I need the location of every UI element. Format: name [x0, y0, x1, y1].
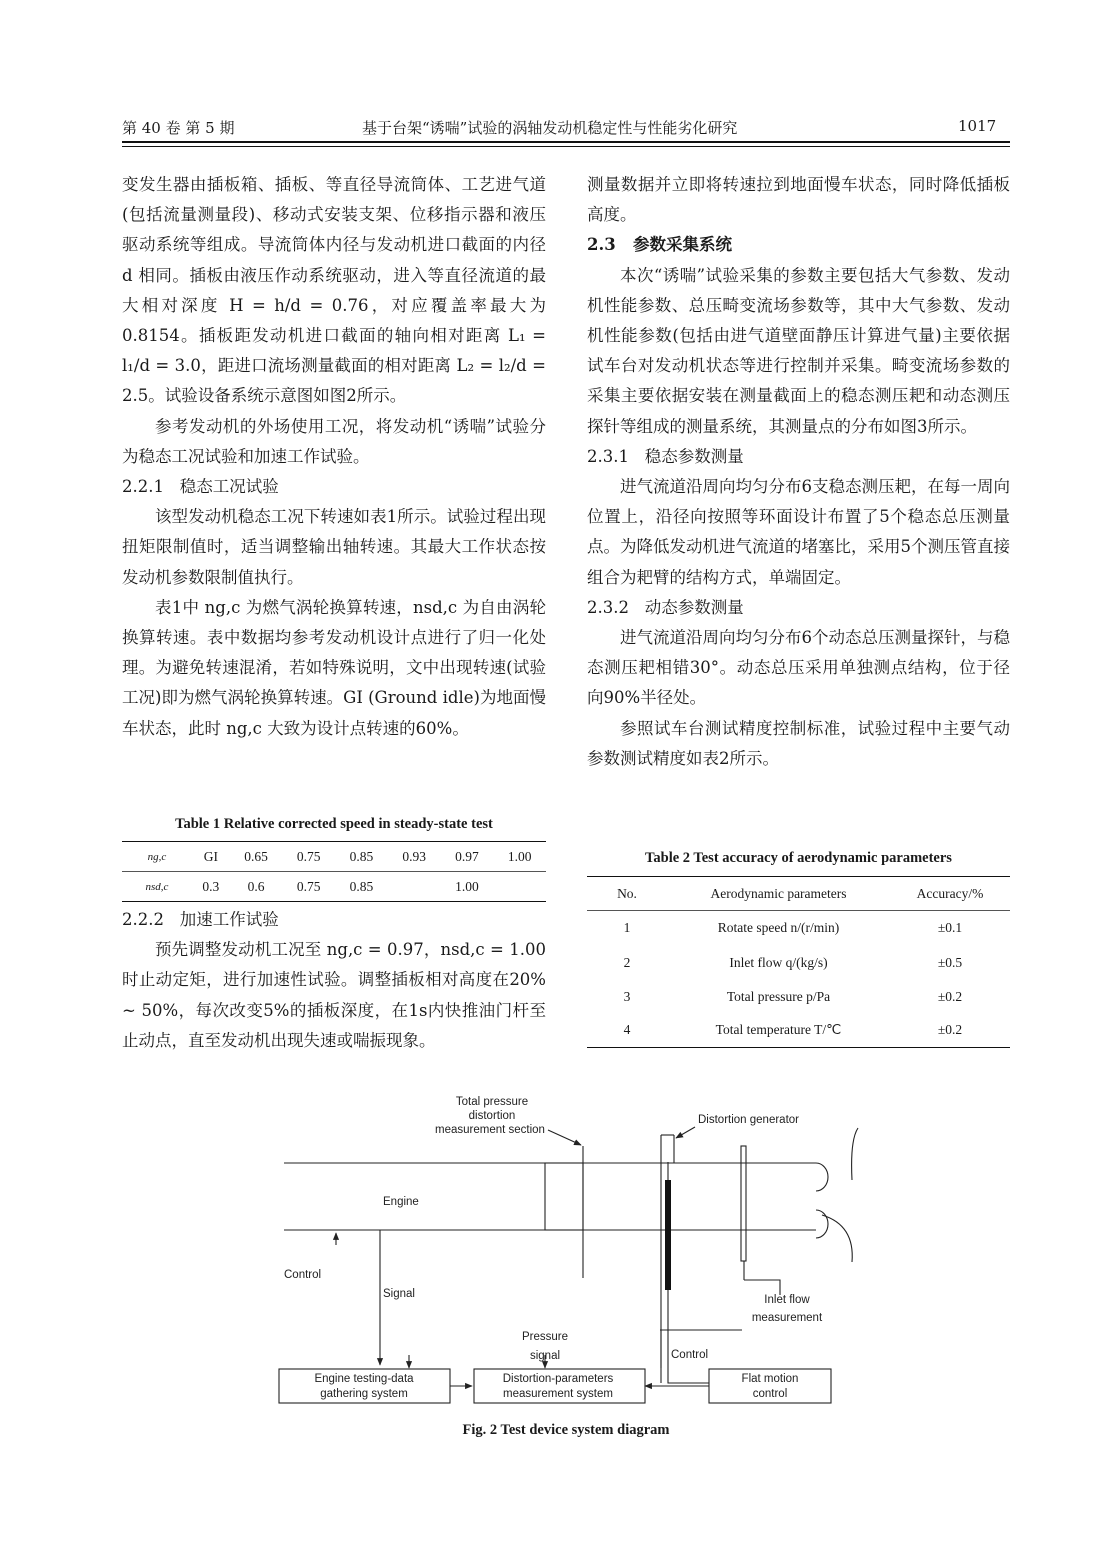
paragraph: 参照试车台测试精度控制标准，试验过程中主要气动参数测试精度如表2所示。 [587, 718, 1010, 768]
box2-label-line1: Distortion-parameters [502, 1373, 614, 1385]
table-row: 2 Inlet flow q/(kg/s) ±0.5 [623, 954, 963, 970]
label-inlet-flow: Inlet flow [764, 1294, 810, 1306]
label-signal: Signal [383, 1288, 415, 1300]
cell: 0.85 [349, 878, 374, 894]
row-label: nsd,c [145, 880, 169, 893]
label-engine: Engine [383, 1196, 419, 1208]
label-distortion-generator: Distortion generator [698, 1114, 799, 1126]
bellmouth-lower [816, 1210, 828, 1238]
bellmouth-upper [816, 1163, 828, 1191]
section-heading-2-3-2: 2.3.2 动态参数测量 [587, 597, 744, 617]
header-rule-thin [122, 146, 1010, 147]
paragraph: 进气流道沿周向均匀分布6个动态总压测量探针，与稳态测压耙相错30°。动态总压采用单独测点结构，位于径向90%半径处。 [587, 628, 1010, 708]
box2-label-line2: measurement system [503, 1388, 613, 1400]
table2-caption: Table 2 Test accuracy of aerodynamic parameters [645, 850, 952, 866]
table-row: 3 Total pressure p/Pa ±0.2 [623, 988, 963, 1004]
label-pressure: Pressure [521, 1331, 569, 1343]
paragraph: 进气流道沿周向均匀分布6支稳态测压耙，在每一周向位置上，沿径向按照等环面设计布置了5个稳态总压测量点。为降低发动机进气流道的堵塞比，采用5个测压管直接组合为耙臂的结构方式，单端固定。 [587, 477, 1010, 587]
paragraph: 测量数据并立即将转速拉到地面慢车状态，同时降低插板高度。 [587, 175, 1010, 225]
box3-label-line2: control [752, 1388, 788, 1400]
cell: 0.75 [296, 878, 321, 894]
row-label: ng,c [147, 850, 167, 863]
cell: 1.00 [507, 848, 532, 864]
paragraph: 参考发动机的外场使用工况，将发动机“诱喘”试验分为稳态工况试验和加速工作试验。 [122, 416, 546, 466]
test-device-system-diagram [0, 1085, 1102, 1425]
journal-volume-issue: 第 40 卷 第 5 期 [122, 119, 235, 137]
table-row: 4 Total temperature T/℃ ±0.2 [623, 1022, 963, 1038]
col-header: No. [617, 885, 637, 901]
label-total-pressure: Total pressure [455, 1096, 529, 1108]
table-row: 1 Rotate speed n/(r/min) ±0.1 [623, 920, 963, 936]
table1 [122, 841, 546, 902]
label-control-mid: Control [671, 1349, 709, 1361]
distortion-plate [665, 1180, 671, 1290]
label-control-left: Control [284, 1269, 322, 1281]
box1-label-line2: gathering system [320, 1388, 408, 1400]
box1-label-line1: Engine testing-data [314, 1373, 414, 1385]
col-header: Accuracy/% [916, 885, 984, 901]
table2 [587, 876, 1010, 1048]
cell: GI [203, 848, 218, 864]
section-heading-2-2-2: 2.2.2 加速工作试验 [122, 910, 279, 929]
header-rule-thick [122, 141, 1010, 143]
engine-inlet-block [545, 1163, 583, 1230]
cell: 1.00 [455, 878, 479, 894]
cell: 0.3 [202, 878, 220, 894]
page-number: 1017 [958, 117, 997, 135]
paragraph: 该型发动机稳态工况下转速如表1所示。试验过程出现扭矩限制值时，适当调整输出轴转速。其最大工作状态按发动机参数限制值执行。 [122, 507, 546, 587]
cell: 0.75 [296, 848, 321, 864]
paragraph: 本次“诱喘”试验采集的参数主要包括大气参数、发动机性能参数、总压畸变流场参数等，其中大气参数、发动机性能参数(包括由进气道壁面静压计算进气量)主要依据试车台对发动机状态等进行控制并采集。畸变流场参数的采集主要依据安装在测量截面上的稳态测压耙和动态测压探针等组成的测量系统，其测量点的分布如图3所示。 [587, 265, 1010, 436]
table1-caption: Table 1 Relative corrected speed in steady-state test [175, 816, 493, 832]
right-column [587, 170, 1010, 774]
box3-label-line1: Flat motion [741, 1373, 799, 1385]
section-heading-2-3: 2.3 参数采集系统 [587, 235, 732, 255]
section-heading-2-2-1: 2.2.1 稳态工况试验 [122, 477, 279, 497]
cell: 0.6 [247, 878, 265, 894]
cell: 0.85 [349, 848, 374, 864]
label-measurement-section: measurement section [435, 1124, 545, 1136]
col-header: Aerodynamic parameters [710, 885, 847, 901]
label-measurement: measurement [751, 1312, 823, 1324]
paragraph: 表1中 ng,c 为燃气涡轮换算转速，nsd,c 为自由涡轮换算转速。表中数据均参考发动机设计点进行了归一化处理。为避免转速混淆，若如特殊说明，文中出现转速(试验工况)即为燃气涡轮换算转速。GI (Ground idle)为地面慢车状态，此时 ng,c 大致为设计点转速的60%。 [122, 597, 546, 738]
paragraph: 预先调整发动机工况至 ng,c = 0.97，nsd,c = 1.00 时止动定矩，进行加速性试验。调整插板相对高度在20% ~ 50%，每次改变5%的插板深度，在1s内快推油门杆至止动点，直至发动机出现失速或喘振现象。 [122, 940, 546, 1050]
cell: 0.97 [455, 848, 479, 864]
cell: 0.93 [402, 848, 426, 864]
running-title: 基于台架“诱喘”试验的涡轴发动机稳定性与性能劣化研究 [362, 119, 738, 137]
left-column-upper [122, 170, 546, 744]
section-heading-2-3-1: 2.3.1 稳态参数测量 [587, 446, 744, 466]
label-distortion: distortion [468, 1110, 516, 1122]
figure-caption: Fig. 2 Test device system diagram [462, 1422, 670, 1438]
cell: 0.65 [244, 848, 268, 864]
paragraph: 变发生器由插板箱、插板、等直径导流筒体、工艺进气道(包括流量测量段)、移动式安装支架、位移指示器和液压驱动系统等组成。导流筒体内径与发动机进口截面的内径 d 相同。插板由液压作动系统驱动，进入等直径流道的最大相对深度 H = h/d = 0.76，对应覆盖率最大为 0.8154。插板距发动机进口截面的轴向相对距离 L₁ = l₁/d = 3.0，距进口流场测量截面的相对距离 L₂ = l₂/d = 2.5。试验设备系统示意图如图2所示。 [122, 175, 546, 406]
label-signal-2: signal [529, 1350, 561, 1362]
left-column-lower [122, 905, 546, 1056]
